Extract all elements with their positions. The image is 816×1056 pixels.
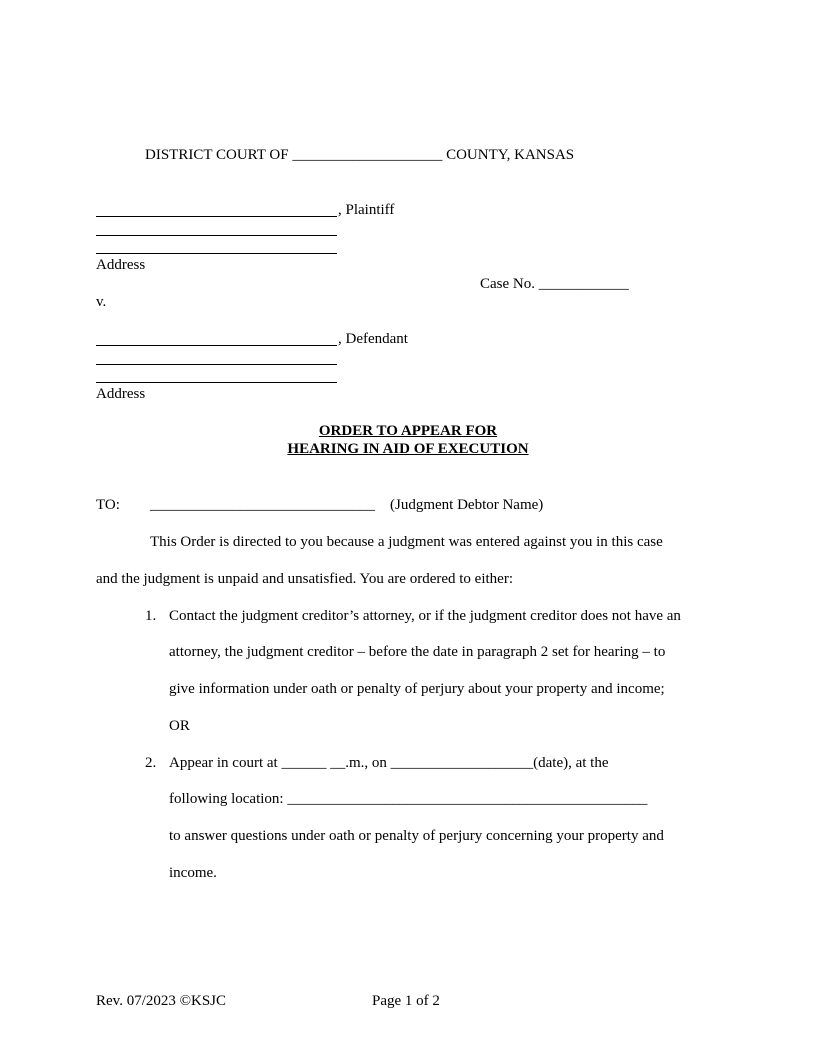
item-2-line-3: to answer questions under oath or penalty of perjury concerning your property and [169,828,664,844]
plaintiff-address-label: Address [96,257,146,273]
versus-label: v. [96,294,107,310]
defendant-address-blank-2[interactable] [96,382,337,383]
intro-line-2: and the judgment is unpaid and unsatisfied. You are ordered to either: [96,571,513,587]
judgment-debtor-name-blank[interactable]: ______________________________ [150,497,375,513]
order-title-line-2: HEARING IN AID OF EXECUTION [287,441,529,457]
judgment-debtor-label: (Judgment Debtor Name) [390,497,544,513]
item-2-line-1: Appear in court at ______ __.m., on ___________________(date), at the [169,755,609,771]
to-label: TO: [96,497,120,513]
item-1-number: 1. [145,608,157,624]
item-2-line-2: following location: ________________________________________________ [169,791,648,807]
defendant-address-blank-1[interactable] [96,364,337,365]
defendant-address-label: Address [96,386,146,402]
item-2-number: 2. [145,755,157,771]
plaintiff-address-blank-1[interactable] [96,235,337,236]
item-1-or: OR [169,718,190,734]
plaintiff-address-blank-2[interactable] [96,253,337,254]
plaintiff-label: , Plaintiff [338,202,395,218]
item-2-line-4: income. [169,865,217,881]
defendant-name-blank[interactable] [96,345,337,346]
defendant-label: , Defendant [338,331,408,347]
court-heading: DISTRICT COURT OF ____________________ COUNTY, KANSAS [145,147,575,163]
case-number: Case No. ____________ [480,276,629,292]
item-1-line-1: Contact the judgment creditor’s attorney, or if the judgment creditor does not have an [169,608,681,624]
intro-line-1: This Order is directed to you because a judgment was entered against you in this case [150,534,663,550]
order-title-line-1: ORDER TO APPEAR FOR [318,423,498,439]
footer-page-number: Page 1 of 2 [372,993,440,1009]
footer-revision: Rev. 07/2023 ©KSJC [96,993,227,1009]
item-1-line-2: attorney, the judgment creditor – before the date in paragraph 2 set for hearing – to [169,644,666,660]
plaintiff-name-blank[interactable] [96,216,337,217]
item-1-line-3: give information under oath or penalty of perjury about your property and income; [169,681,665,697]
